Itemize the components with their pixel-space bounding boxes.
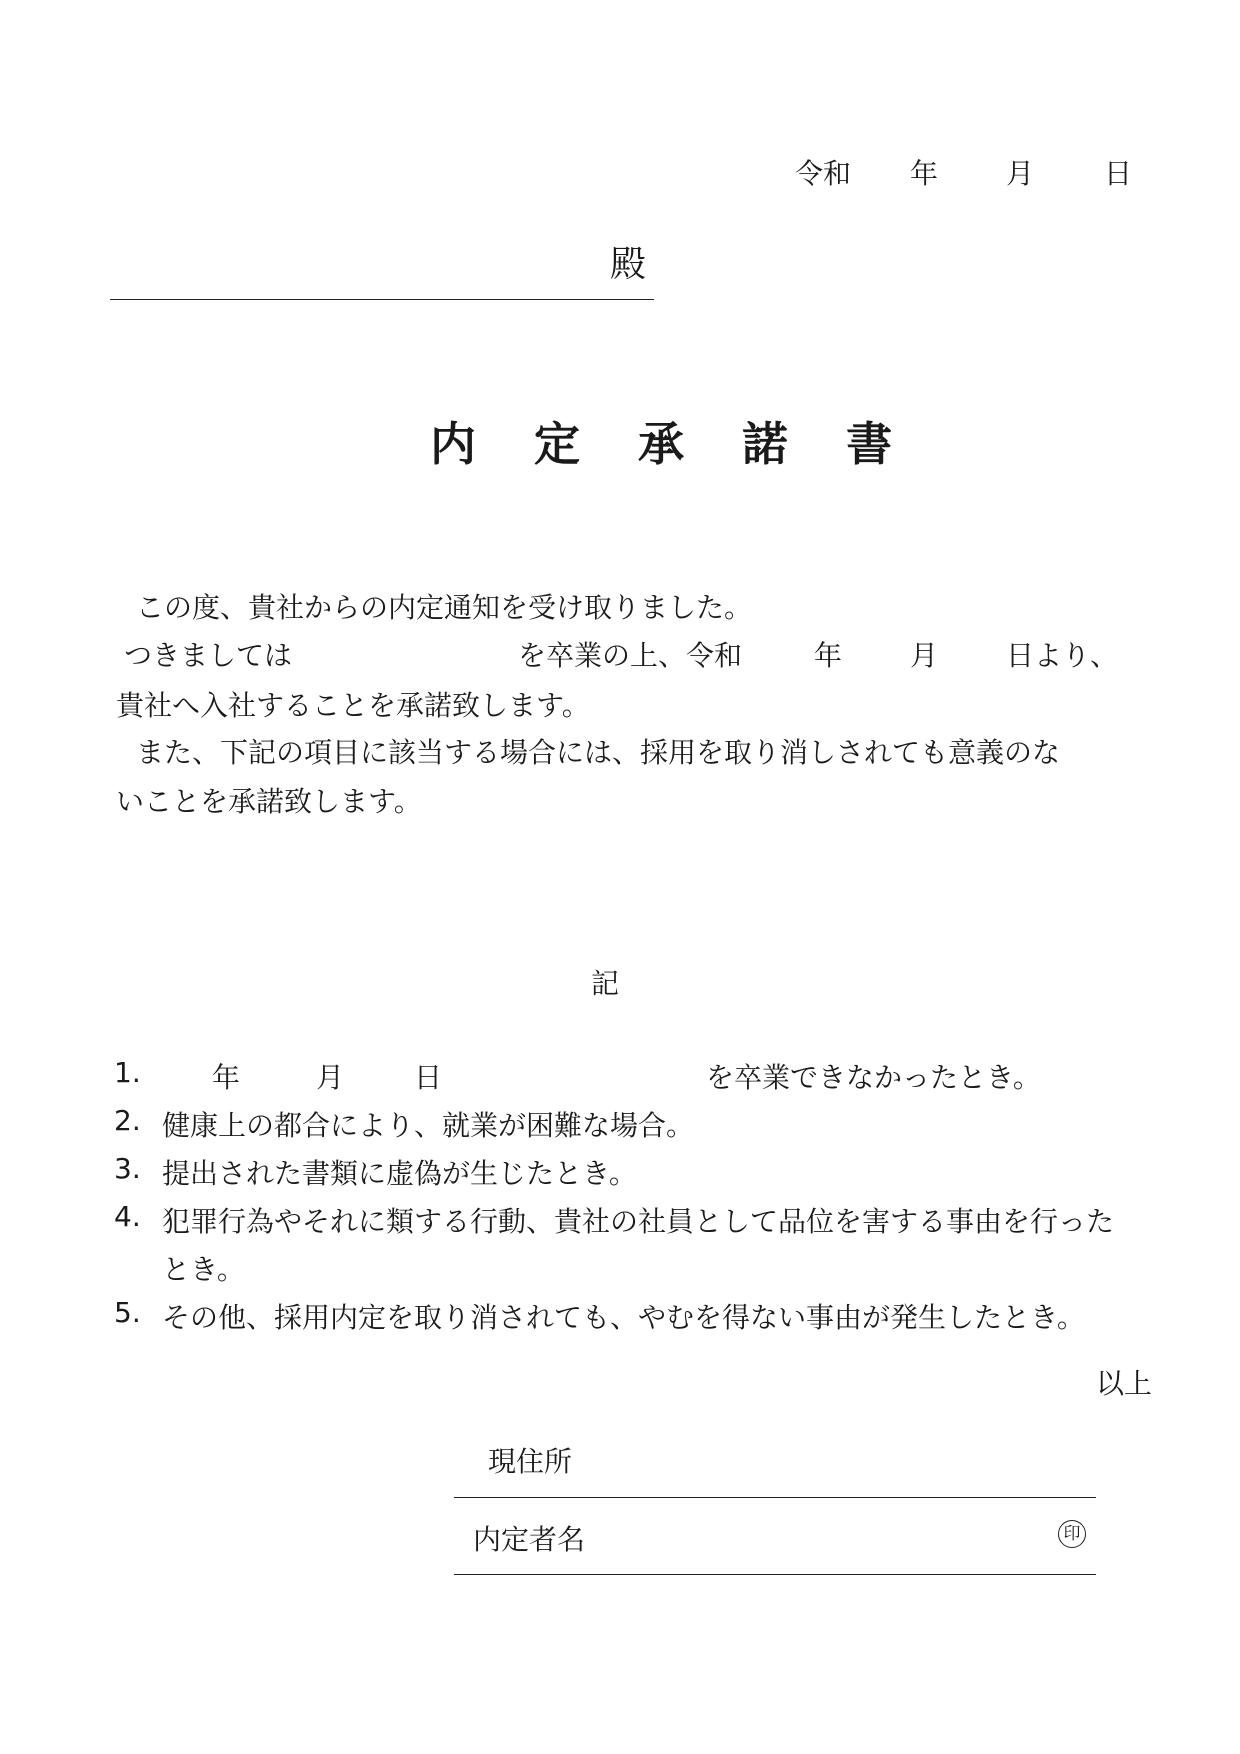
addressee-honorific: 殿 xyxy=(610,244,647,285)
title-char: 定 xyxy=(534,417,581,471)
title-char: 諾 xyxy=(742,417,789,471)
body-line-5: いことを承諾致します。 xyxy=(116,785,422,818)
body-line-2-month: 月 xyxy=(910,639,939,672)
body-line-2b: を卒業の上、令和 xyxy=(518,639,743,672)
item-year: 年 xyxy=(212,1061,241,1094)
item-number: 3. xyxy=(114,1152,141,1185)
item-text-continued: とき。 xyxy=(162,1253,245,1286)
title-char: 書 xyxy=(846,417,893,471)
addressee-underline xyxy=(110,299,654,300)
body-line-3: 貴社へ入社することを承諾致します。 xyxy=(116,689,590,722)
closing-text: 以上 xyxy=(1096,1367,1153,1400)
body-line-2c: 日より、 xyxy=(1006,639,1119,672)
item-month: 月 xyxy=(316,1061,345,1094)
seal-mark: 印 xyxy=(1058,1520,1086,1548)
item-day: 日 xyxy=(414,1061,443,1094)
name-line xyxy=(454,1574,1096,1575)
date-day: 日 xyxy=(1104,157,1133,190)
address-line xyxy=(454,1497,1096,1498)
body-line-1: この度、貴社からの内定通知を受け取りました。 xyxy=(136,591,753,624)
item-text: 提出された書類に虚偽が生じたとき。 xyxy=(162,1157,637,1190)
item-number: 1. xyxy=(114,1056,141,1089)
title-char: 内 xyxy=(430,417,476,471)
date-era: 令和 xyxy=(795,157,852,190)
name-label: 内定者名 xyxy=(473,1523,586,1556)
document-title xyxy=(430,408,892,474)
item-number: 5. xyxy=(114,1296,141,1329)
item-text: 犯罪行為やそれに類する行動、貴社の社員として品位を害する事由を行った xyxy=(162,1205,1115,1238)
item-text: を卒業できなかったとき。 xyxy=(706,1061,1041,1094)
body-line-2a: つきましては xyxy=(124,639,293,672)
address-label: 現住所 xyxy=(488,1445,573,1478)
date-year: 年 xyxy=(910,157,939,190)
date-month: 月 xyxy=(1006,157,1035,190)
ki-heading: 記 xyxy=(591,967,620,1000)
title-char: 承 xyxy=(638,417,685,471)
body-line-4: また、下記の項目に該当する場合には、採用を取り消しされても意義のな xyxy=(136,736,1061,769)
item-text: 健康上の都合により、就業が困難な場合。 xyxy=(162,1109,695,1142)
body-line-2-year: 年 xyxy=(814,639,843,672)
item-number: 4. xyxy=(114,1200,141,1233)
item-text: その他、採用内定を取り消されても、やむを得ない事由が発生したとき。 xyxy=(162,1301,1085,1334)
item-number: 2. xyxy=(114,1104,141,1137)
